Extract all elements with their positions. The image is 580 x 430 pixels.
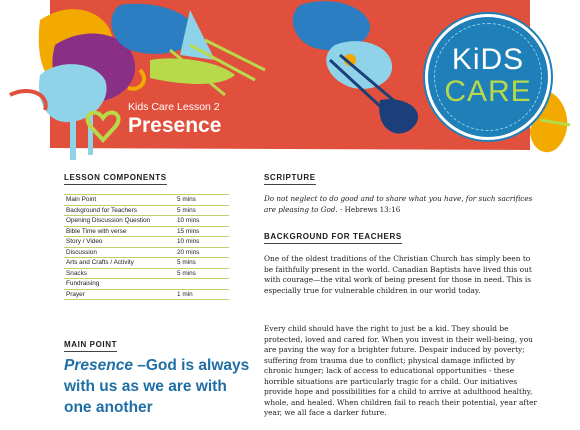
lesson-components-table <box>64 194 229 300</box>
component-name: Fundraising <box>64 279 175 290</box>
component-name: Main Point <box>64 195 175 206</box>
component-duration: 10 mins <box>175 216 229 227</box>
lesson-title: Presence <box>128 114 222 137</box>
background-paragraph-1: One of the oldest traditions of the Christian Church has simply been to be faithfully present in the world. Canadian Baptists have lived this out with courage—the vital work of being present for those in need. This is especially true for vulnerable children in our world today. <box>264 254 532 295</box>
component-duration: 5 mins <box>175 195 229 206</box>
component-name: Bible Time with verse <box>64 226 175 237</box>
logo-text-care: CARE <box>444 75 532 108</box>
component-name: Story / Video <box>64 237 175 248</box>
component-duration: 10 mins <box>175 237 229 248</box>
component-name: Arts and Crafts / Activity <box>64 258 175 269</box>
lesson-components-heading: LESSON COMPONENTS <box>64 173 167 185</box>
component-row <box>64 226 229 237</box>
component-row <box>64 268 229 279</box>
lesson-components-body <box>64 195 229 300</box>
component-row <box>64 205 229 216</box>
component-row <box>64 247 229 258</box>
component-duration: 20 mins <box>175 247 229 258</box>
component-duration <box>175 279 229 290</box>
component-duration: 5 mins <box>175 268 229 279</box>
main-point-word: Presence <box>64 357 133 374</box>
component-name: Opening Discussion Question <box>64 216 175 227</box>
scripture-heading: SCRIPTURE <box>264 173 316 185</box>
main-point-rest: –God is always with us as we are with one another <box>64 357 250 416</box>
kids-care-logo <box>425 14 551 140</box>
component-duration: 15 mins <box>175 226 229 237</box>
logo-text-kids: KiDS <box>451 43 525 76</box>
component-name: Background for Teachers <box>64 205 175 216</box>
background-heading: BACKGROUND FOR TEACHERS <box>264 232 402 244</box>
component-row <box>64 289 229 300</box>
component-duration: 5 mins <box>175 205 229 216</box>
component-duration: 1 min <box>175 289 229 300</box>
component-row <box>64 216 229 227</box>
component-row <box>64 279 229 290</box>
main-point-statement <box>64 355 254 418</box>
component-name: Discussion <box>64 247 175 258</box>
component-name: Prayer <box>64 289 175 300</box>
component-name: Snacks <box>64 268 175 279</box>
component-row <box>64 237 229 248</box>
background-paragraph-2: Every child should have the right to just be a kid. They should be protected, loved and cared for. When you invest in their well-being, you are paving the way for a brighter future. Despair induced by poverty; suffering from trauma due to conflict; physical damage inflicted by chronic hunger; lack of access to educational opportunities - these horrible situations are particularly tragic for a child. Our initiatives provide hope and possibilities for a child to arrive at adulthood healthy, whole, and healed. When children fail to reach their potential, year after year, we all face a darker future. <box>264 324 537 417</box>
component-row <box>64 258 229 269</box>
scripture-reference: - Hebrews 13:16 <box>337 205 401 214</box>
scripture-passage <box>264 193 534 215</box>
component-row <box>64 195 229 206</box>
main-point-heading: MAIN POINT <box>64 340 117 352</box>
header-banner <box>0 0 580 165</box>
scripture-text: Do not neglect to do good and to share what you have, for such sacrifices are pleasing to God. <box>264 194 533 214</box>
lesson-subtitle: Kids Care Lesson 2 <box>128 101 220 113</box>
component-duration: 5 mins <box>175 258 229 269</box>
